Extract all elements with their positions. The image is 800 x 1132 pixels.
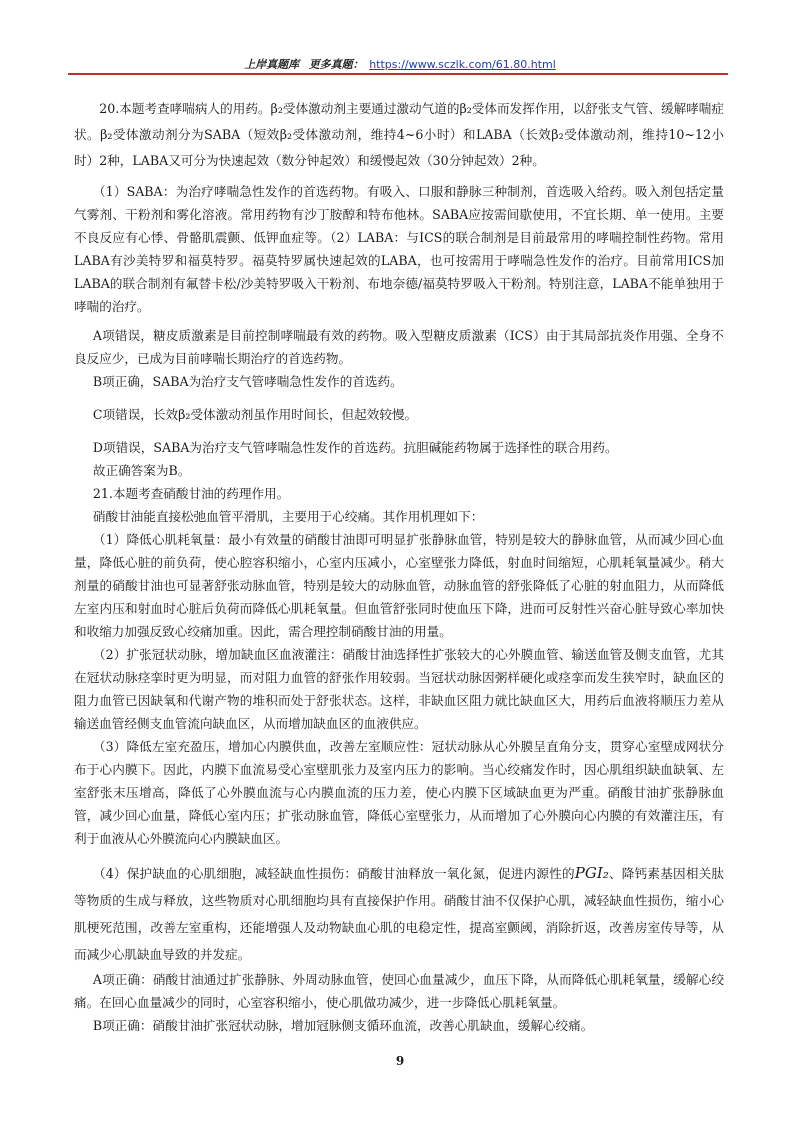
- paragraph-point-2: （2）扩张冠状动脉，增加缺血区血液灌注：硝酸甘油选择性扩张较大的心外膜血管、输送血管及侧支血管，尤其在冠状动脉痉挛时更为明显，而对阻力血管的舒张作用较弱。当冠状动脉因粥样硬化或痉挛而发生狭窄时，缺血区的阻力血管已因缺氧和代谢产物的堆积而处于舒张状态。这样，非缺血区阻力就比缺血区大，用药后血液将顺压力差从输送血管经侧支血管流向缺血区，从而增加缺血区的血液供应。: [74, 647, 724, 731]
- page-header: [0, 56, 800, 72]
- paragraph-point-4: [74, 860, 724, 968]
- paragraph-point-3: （3）降低左室充盈压，增加心内膜供血，改善左室顺应性：冠状动脉从心外膜呈直角分支，贯穿心室壁成网状分布于心内膜下。因此，内膜下血流易受心室壁肌张力及室内压力的影响。当心绞痛发作时，因心肌组织缺血缺氧、左室舒张末压增高，降低了心外膜血流与心内膜血流的压力差，使心内膜下区域缺血更为严重。硝酸甘油扩张静脉血管，减少回心血量，降低心室内压；扩张动脉血管，降低心室壁张力，从而增加了心外膜向心内膜的有效灌注压，有利于血液从心外膜流向心内膜缺血区。: [74, 739, 724, 846]
- paragraph-saba-laba: （1）SABA：为治疗哮喘急性发作的首选药物。有吸入、口服和静脉三种制剂，首选吸入给药。吸入剂包括定量气雾剂、干粉剂和雾化溶液。常用药物有沙丁胺醇和特布他林。SABA应按需间歇使用，不宜长期、单一使用。主要不良反应有心悸、骨骼肌震颤、低钾血症等。（2）LABA：与ICS的联合制剂是目前最常用的哮喘控制性药物。常用LABA有沙美特罗和福莫特罗。福莫特罗属快速起效的LABA，也可按需用于哮喘急性发作的治疗。目前常用ICS加LABA的联合制剂有氟替卡松/沙美特罗吸入干粉剂、布地奈德/福莫特罗吸入干粉剂。特别注意，LABA不能单独用于哮喘的治疗。: [74, 184, 724, 314]
- source-link[interactable]: https://www.sczlk.com/61.80.html: [369, 58, 556, 71]
- paragraph-answer: 故正确答案为B。: [92, 463, 191, 478]
- site-name: 上岸真题库: [244, 58, 300, 71]
- paragraph-q21-option-a: A项正确：硝酸甘油通过扩张静脉、外周动脉血管，使回心血量减少，血压下降，从而降低心肌耗氧量，缓解心绞痛。在回心血量减少的同时，心室容积缩小，使心肌做功减少，进一步降低心肌耗氧量。: [74, 972, 724, 1010]
- point-4-rest: 、降钙素基因相关肽等物质的生成与释放，这些物质对心肌细胞均具有直接保护作用。硝酸甘油不仅保护心肌，减轻缺血性损伤，缩小心肌梗死范围，改善左室重构，还能增强人及动物缺血心肌的电稳定性，提高室颤阈，消除折返，改善房室传导等，从而减少心肌缺血导致的并发症。: [74, 866, 725, 962]
- page-number: 9: [395, 1054, 405, 1068]
- paragraph-q21-mechanism: 硝酸甘油能直接松弛血管平滑肌，主要用于心绞痛。其作用机理如下：: [92, 509, 484, 524]
- header-rule: [68, 73, 728, 75]
- paragraph-option-c: C项错误，长效β₂受体激动剂虽作用时间长，但起效较慢。: [92, 407, 418, 422]
- paragraph-point-1: （1）降低心肌耗氧量：最小有效量的硝酸甘油即可明显扩张静脉血管，特别是较大的静脉血管，从而减少回心血量，降低心脏的前负荷，使心腔容积缩小，心室内压减小，心室壁张力降低，射血时间缩短，心肌耗氧量减少。稍大剂量的硝酸甘油也可显著舒张动脉血管，特别是较大的动脉血管，动脉血管的舒张降低了心脏的射血阻力，从而降低左室内压和射血时心脏后负荷而降低心肌耗氧量。但血管舒张同时使血压下降，进而可反射性兴奋心脏导致心率加快和收缩力加强反致心绞痛加重。因此，需合理控制硝酸甘油的用量。: [74, 532, 724, 639]
- paragraph-q21-option-b: B项正确：硝酸甘油扩张冠状动脉，增加冠脉侧支循环血流，改善心肌缺血，缓解心绞痛。: [92, 1018, 594, 1033]
- paragraph-q20-intro: 20.本题考查哮喘病人的用药。β₂受体激动剂主要通过激动气道的β₂受体而发挥作用，以舒张支气管、缓解哮喘症状。β₂受体激动剂分为SABA（短效β₂受体激动剂，维持4~6小时）和LABA（长效β₂受体激动剂，维持10~12小时）2种，LABA又可分为快速起效（数分钟起效）和缓慢起效（30分钟起效）2种。: [74, 101, 724, 168]
- paragraph-q21-intro: 21.本题考查硝酸甘油的药理作用。: [92, 486, 290, 501]
- document-body: [74, 96, 724, 1037]
- paragraph-option-a: A项错误，糖皮质激素是目前控制哮喘最有效的药物。吸入型糖皮质激素（ICS）由于其局部抗炎作用强、全身不良反应少，已成为目前哮喘长期治疗的首选药物。: [74, 328, 724, 366]
- paragraph-option-d: D项错误，SABA为治疗支气管哮喘急性发作的首选药。抗胆碱能药物属于选择性的联合用药。: [92, 440, 618, 455]
- point-4-lead: （4）保护缺血的心肌细胞，减轻缺血性损伤：硝酸甘油释放一氧化氮，促进内源性的: [92, 866, 575, 881]
- pgi2-formula: PGI₂: [574, 864, 609, 882]
- paragraph-option-b: B项正确，SABA为治疗支气管哮喘急性发作的首选药。: [92, 374, 403, 389]
- more-label: 更多真题：: [308, 58, 364, 71]
